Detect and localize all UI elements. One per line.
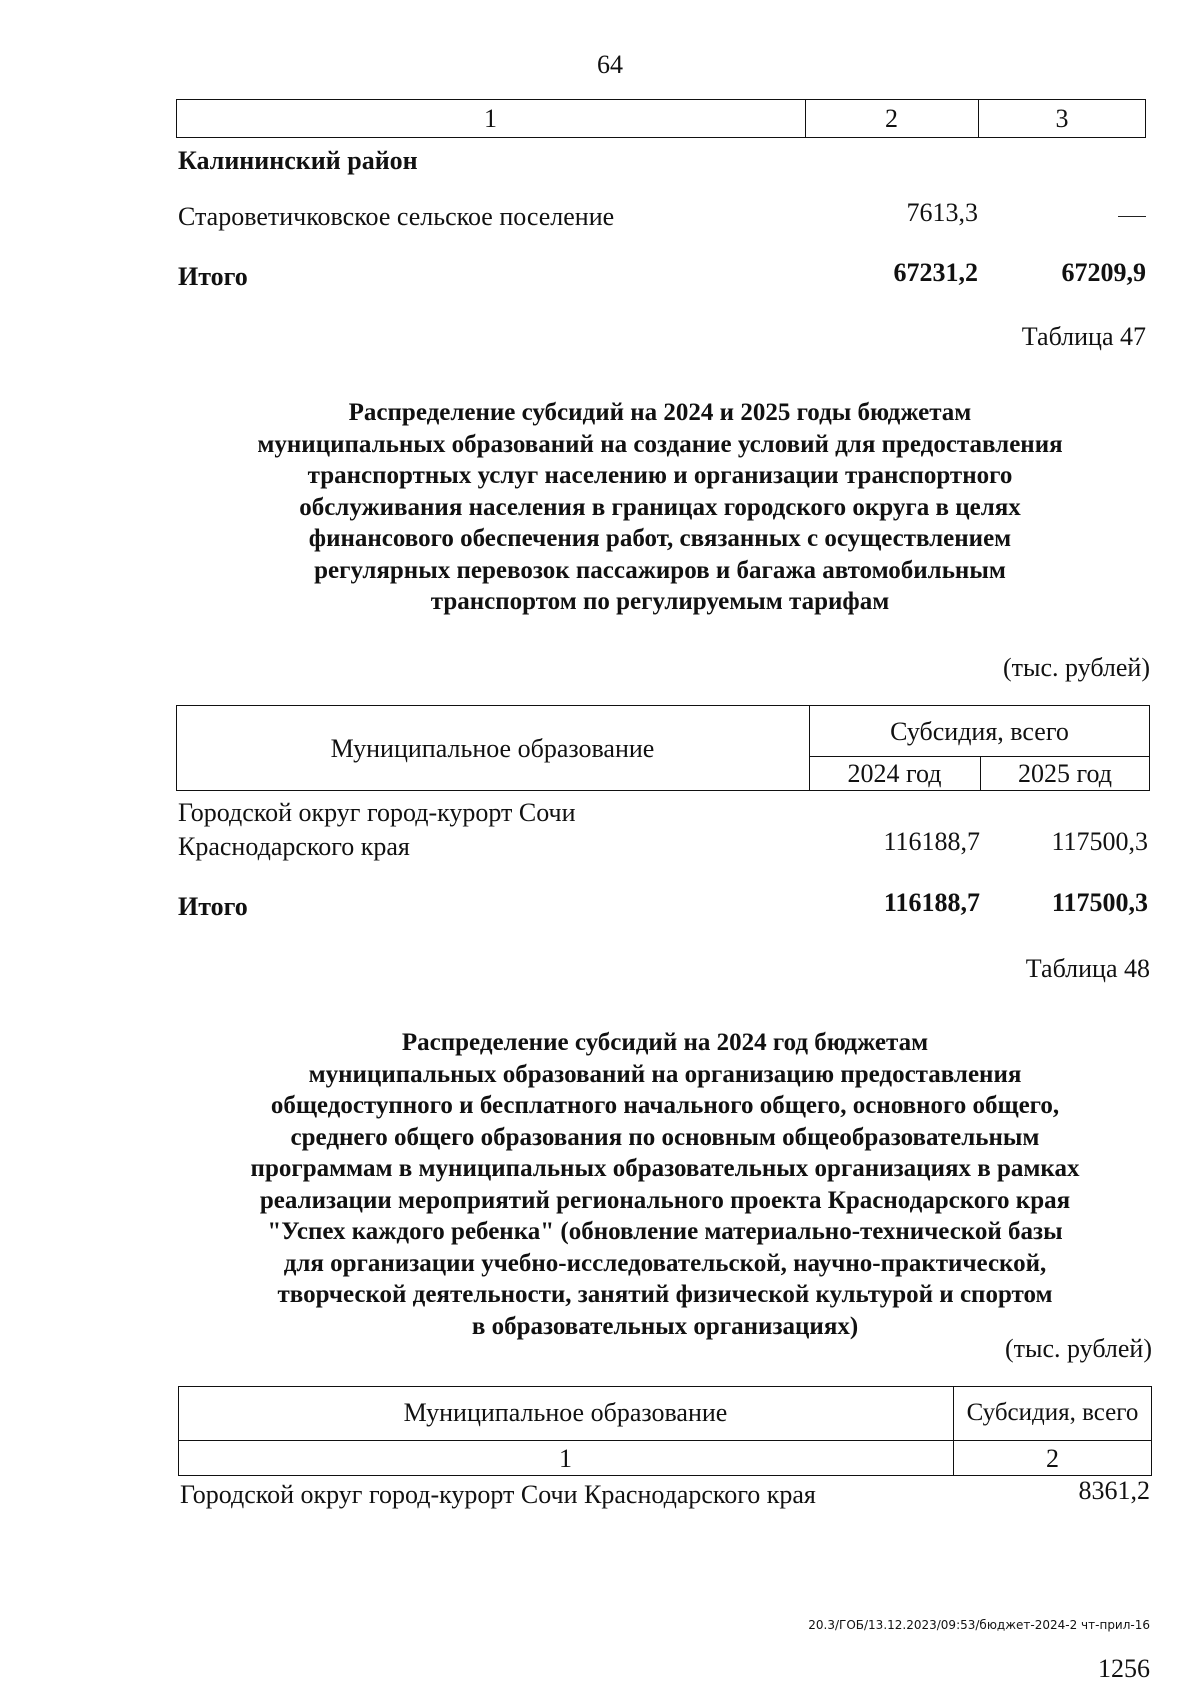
row-value: 8361,2 xyxy=(1078,1476,1150,1505)
title-line: среднего общего образования по основным общеобразовательным xyxy=(290,1123,1040,1151)
table-47-title xyxy=(150,397,1170,618)
row-name: Староветичковское сельское поселение xyxy=(178,202,615,231)
document-code: 20.3/ГОБ/13.12.2023/09:53/бюджет-2024-2 чт-прил-16 xyxy=(808,1618,1150,1632)
total-col2: 67231,2 xyxy=(893,258,978,287)
section-heading: Калининский район xyxy=(178,146,418,175)
table-48-unit: (тыс. рублей) xyxy=(1004,1334,1152,1363)
column-number: 2 xyxy=(885,104,898,133)
total-label: Итого xyxy=(178,262,248,291)
title-line: обслуживания населения в границах городского округа в целях xyxy=(299,493,1021,521)
header-subsidy-total: Субсидия, всего xyxy=(890,717,1069,746)
sheet-number: 1256 xyxy=(1098,1654,1150,1683)
title-line: Распределение субсидий на 2024 и 2025 годы бюджетам xyxy=(348,399,972,426)
title-line: "Успех каждого ребенка" (обновление материально-технической базы xyxy=(267,1218,1063,1245)
header-subsidy-total: Субсидия, всего xyxy=(966,1399,1139,1426)
table-48-title xyxy=(150,1027,1180,1342)
table-47-unit: (тыс. рублей) xyxy=(1002,653,1150,682)
header-municipality: Муниципальное образование xyxy=(330,734,655,763)
column-number: 1 xyxy=(559,1444,572,1473)
row-name: Городской округ город-курорт Сочи Краснодарского края xyxy=(180,1480,816,1509)
row-name-line: Городской округ город-курорт Сочи xyxy=(178,798,576,827)
title-line: муниципальных образований на создание условий для предоставления xyxy=(257,430,1063,458)
title-line: Распределение субсидий на 2024 год бюджетам xyxy=(401,1029,929,1056)
row-value-2024: 116188,7 xyxy=(883,827,980,856)
header-municipality: Муниципальное образование xyxy=(403,1398,728,1427)
title-line: регулярных перевозок пассажиров и багажа автомобильным xyxy=(314,556,1006,584)
page-number: 64 xyxy=(597,50,623,79)
table-47-label: Таблица 47 xyxy=(1021,322,1146,351)
title-line: финансового обеспечения работ, связанных с осуществлением xyxy=(308,525,1012,552)
row-value-col2: 7613,3 xyxy=(906,198,978,227)
header-year-2024: 2024 год xyxy=(847,759,942,788)
title-line: транспортных услуг населению и организации транспортного xyxy=(307,462,1013,489)
title-line: муниципальных образований на организацию предоставления xyxy=(308,1060,1022,1088)
row-value-col3-dash xyxy=(1118,216,1146,217)
title-line: общедоступного и бесплатного начального общего, основного общего, xyxy=(270,1092,1060,1119)
header-year-2025: 2025 год xyxy=(1018,759,1112,788)
title-line: для организации учебно-исследовательской, научно-практической, xyxy=(283,1249,1047,1277)
total-col3: 67209,9 xyxy=(1061,258,1146,287)
total-label: Итого xyxy=(178,892,248,921)
column-number: 1 xyxy=(484,104,497,133)
column-number: 2 xyxy=(1046,1444,1059,1473)
row-value-2025: 117500,3 xyxy=(1051,827,1148,856)
title-line: реализации мероприятий регионального проекта Краснодарского края xyxy=(259,1186,1071,1214)
column-number: 3 xyxy=(1055,104,1069,133)
table-48-label: Таблица 48 xyxy=(1025,954,1150,983)
title-line: транспортом по регулируемым тарифам xyxy=(430,588,890,615)
row-name-line: Краснодарского края xyxy=(178,832,410,861)
title-line: в образовательных организациях) xyxy=(471,1312,859,1340)
title-line: творческой деятельности, занятий физической культурой и спортом xyxy=(277,1281,1053,1308)
title-line: программам в муниципальных образовательных организациях в рамках xyxy=(250,1155,1080,1182)
total-2025: 117500,3 xyxy=(1051,888,1148,917)
total-2024: 116188,7 xyxy=(883,888,980,917)
